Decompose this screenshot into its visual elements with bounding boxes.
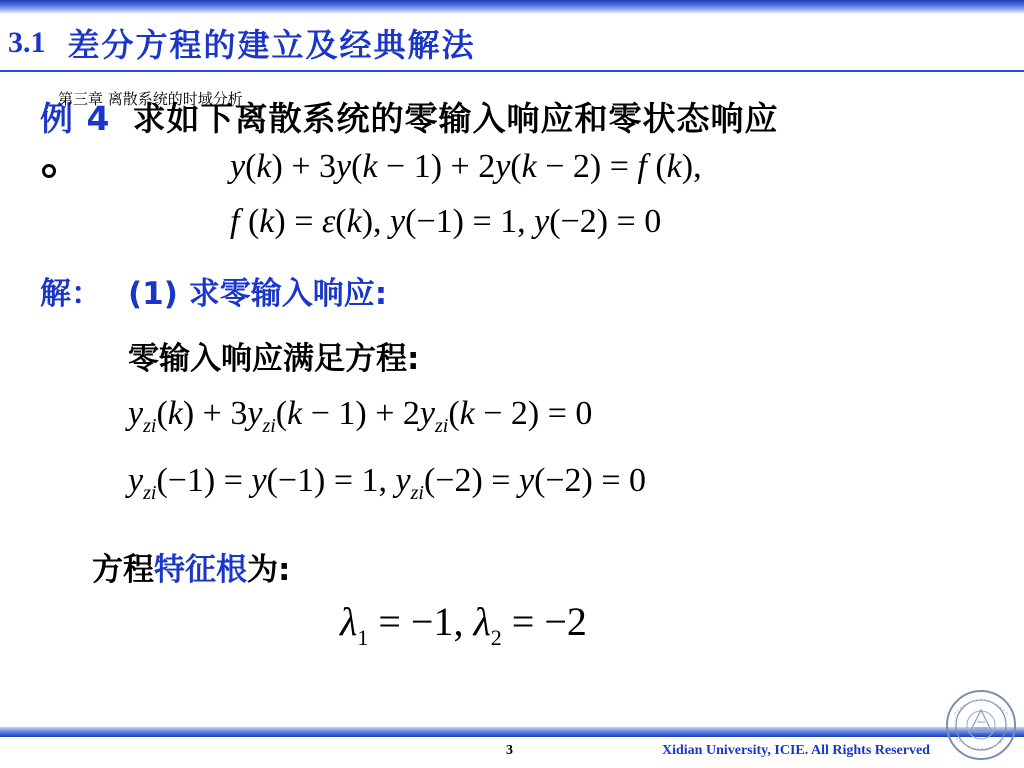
math-variable: y (419, 395, 435, 432)
solution-step: (1) 求零输入响应: (128, 276, 388, 312)
math-variable: y (395, 462, 411, 499)
math-subscript: zi (143, 415, 157, 437)
slide-title (8, 18, 476, 68)
math-text: = −1, (368, 599, 474, 644)
example-text: 求如下离散系统的零输入响应和零状态响应 (132, 99, 779, 138)
math-text: − 2) = (536, 148, 638, 185)
char-roots-prefix: 方程 (92, 552, 154, 588)
math-variable: y (336, 148, 352, 185)
math-variable: y (128, 395, 144, 432)
solution-heading (40, 268, 387, 313)
math-subscript: zi (143, 482, 157, 504)
math-subscript: 2 (490, 625, 502, 650)
math-variable: ε (321, 203, 336, 240)
period-mark (42, 164, 56, 178)
math-text: ( (156, 395, 168, 432)
math-text: (−1) = (156, 462, 252, 499)
math-variable: y (534, 203, 550, 240)
math-text: ( (351, 148, 363, 185)
math-text: = −2 (501, 599, 587, 644)
example-label: 例 4 (40, 99, 111, 138)
math-variable: k (167, 395, 183, 432)
zero-input-intro: 零输入响应满足方程: (128, 341, 420, 377)
math-variable: y (390, 203, 406, 240)
math-text: ) + 3 (271, 148, 337, 185)
section-title: 差分方程的建立及经典解法 (67, 26, 476, 64)
math-text: ) = (274, 203, 322, 240)
top-banner-bar (0, 0, 1024, 14)
math-variable: f (637, 148, 647, 185)
math-text: (−2) = (423, 462, 519, 499)
math-text: ( (510, 148, 522, 185)
math-variable: y (247, 395, 263, 432)
math-subscript: zi (434, 415, 449, 437)
math-subscript: zi (262, 415, 276, 437)
math-subscript: 1 (357, 625, 369, 650)
math-variable: k (346, 203, 362, 240)
math-variable: f (230, 203, 240, 240)
math-variable: y (230, 148, 246, 185)
math-text: ( (275, 395, 288, 432)
math-variable: λ (473, 599, 491, 644)
math-text: ( (335, 203, 347, 240)
math-text: − 1) + 2 (302, 395, 420, 432)
page-number: 3 (506, 743, 513, 758)
char-roots-suffix: 为: (247, 552, 291, 588)
math-variable: k (521, 148, 537, 185)
math-subscript: zi (410, 482, 424, 504)
math-text: ( (245, 148, 257, 185)
zero-input-equation (128, 395, 592, 438)
math-text: ( (448, 395, 460, 432)
math-text: ( (646, 148, 667, 185)
math-variable: y (495, 148, 511, 185)
solution-label: 解： (40, 276, 102, 312)
math-text: ), (361, 203, 391, 240)
footer-credit: Xidian University, ICIE. All Rights Reserved (662, 743, 930, 758)
math-text: (−2) = 0 (534, 462, 647, 499)
math-text: ( (239, 203, 260, 240)
math-variable: k (256, 148, 272, 185)
math-variable: λ (340, 599, 358, 644)
math-text: − 2) = 0 (474, 395, 593, 432)
section-number: 3.1 (8, 26, 46, 59)
math-variable: k (259, 203, 275, 240)
math-text: (−2) = 0 (549, 203, 662, 240)
math-variable: k (666, 148, 682, 185)
input-and-initial-conditions (230, 203, 661, 241)
math-variable: y (518, 462, 535, 499)
chapter-label: 第三章 离散系统的时域分析 (58, 90, 243, 108)
math-variable: y (251, 462, 267, 499)
characteristic-roots-heading (92, 544, 290, 589)
char-roots-highlight: 特征根 (154, 552, 247, 588)
math-text: ) + 3 (182, 395, 248, 432)
characteristic-roots (340, 598, 587, 651)
math-text: ), (681, 148, 702, 185)
math-text: (−1) = 1, (405, 203, 535, 240)
zero-input-initial-conditions (128, 462, 646, 505)
title-divider (0, 70, 1024, 72)
difference-equation (230, 148, 702, 186)
math-text: (−1) = 1, (266, 462, 396, 499)
footer-bar (0, 727, 1024, 737)
math-variable: k (287, 395, 303, 432)
math-variable: k (459, 395, 475, 432)
math-text: − 1) + 2 (377, 148, 496, 185)
university-seal-icon (944, 688, 1018, 762)
math-variable: k (362, 148, 378, 185)
math-variable: y (128, 462, 144, 499)
